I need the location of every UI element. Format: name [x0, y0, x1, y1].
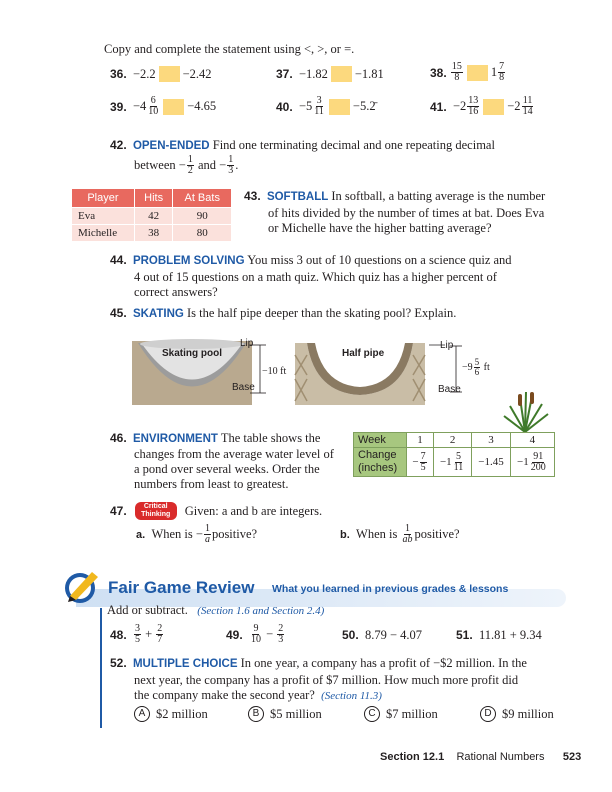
exercise-50: 50. 8.79 − 4.07: [342, 628, 422, 642]
col-header: Player: [72, 189, 134, 208]
col-header: Hits: [134, 189, 173, 208]
answer-box[interactable]: [331, 66, 352, 82]
exercise-41: 41. −2 $\frac{13}{16}$ −2 $\frac{11}{14}$: [430, 95, 533, 117]
halfpipe-depth: −9 $\frac{5}{6}$ ft: [462, 357, 490, 377]
fair-game-title: Fair Game Review: [108, 578, 255, 597]
answer-box[interactable]: [483, 99, 504, 115]
pool-lip: Lip: [240, 338, 254, 349]
fair-game-subtitle: What you learned in previous grades & lessons: [272, 583, 509, 595]
exercise-44: 44. PROBLEM SOLVING You miss 3 out of 10 questions on a science quiz and 4 out of 15 questions on a math quiz. Which quiz has a higher percent of correct answers?: [110, 253, 512, 299]
cattail-plant-image: [500, 390, 550, 432]
exercise-47: 47. Critical Thinking Given: a and b are integers.: [110, 503, 323, 518]
exercise-49: 49. $\frac{9}{10}$ − $\frac{2}{3}$: [226, 623, 284, 645]
batting-table: [72, 189, 232, 241]
answer-box[interactable]: [159, 66, 180, 82]
pool-label: Skating pool: [162, 348, 222, 359]
answer-box[interactable]: [467, 65, 488, 81]
exercise-38: 38. $\frac{15}{8}$ 1 $\frac{7}{8}$: [430, 61, 505, 83]
exercise-42: 42. OPEN-ENDED Find one terminating decimal and one repeating decimal between − $\frac{1}{2}$ and − $\frac{1}{3}$ .: [110, 138, 495, 176]
choice-c[interactable]: C $7 million: [364, 706, 438, 722]
choice-d[interactable]: D $9 million: [480, 706, 554, 722]
half-pipe-illustration: [285, 335, 445, 407]
water-level-table: Week 1 2 3 4 Change (inches) − $\frac{7}{5}$ −1 $\frac{5}{11}$ −1.45 −1 $\frac{91}{200}$: [353, 432, 555, 477]
exercise-36: 36. −2.2 −2.42: [110, 66, 212, 81]
fair-game-rule: [100, 608, 102, 728]
exercise-51: 51. 11.81 + 9.34: [456, 628, 542, 642]
pool-depth: −10 ft: [262, 366, 287, 377]
answer-box[interactable]: [329, 99, 350, 115]
table-row: Eva 42 90: [72, 208, 232, 225]
exercise-52: 52. MULTIPLE CHOICE In one year, a company has a profit of −$2 million. In the next year, the company has a profit of $7 million. How much more profit did the company make the second year? (Section 11.3): [110, 656, 527, 702]
choice-a[interactable]: A $2 million: [134, 706, 208, 722]
instruction: Copy and complete the statement using <, >, or =.: [104, 42, 355, 56]
exercise-47a: a. When is − $\frac{1}{a}$ positive?: [136, 523, 258, 545]
exercise-47b: b. When is $\frac{1}{ab}$ positive?: [340, 523, 460, 545]
exercise-43: 43. SOFTBALL In softball, a batting average is the number of hits divided by the number of times at bat. Does Eva or Michelle have the higher batting average?: [244, 189, 546, 235]
halfpipe-base: Base: [438, 384, 461, 395]
table-row: Michelle 38 80: [72, 225, 232, 242]
halfpipe-lip: Lip: [440, 340, 454, 351]
exercise-45: 45. SKATING Is the half pipe deeper than the skating pool? Explain.: [110, 306, 457, 320]
col-header: At Bats: [173, 189, 232, 208]
exercise-40: 40. −5 $\frac{3}{11}$ −5.2̄: [276, 95, 376, 117]
pencil-logo-icon: [62, 566, 106, 606]
answer-box[interactable]: [163, 99, 184, 115]
critical-thinking-badge: Critical Thinking: [135, 502, 177, 520]
exercise-48: 48. $\frac{3}{5}$ + $\frac{2}{7}$: [110, 623, 163, 645]
exercise-37: 37. −1.82 −1.81: [276, 66, 384, 81]
page-footer: Section 12.1 Rational Numbers 523: [380, 751, 582, 763]
halfpipe-label: Half pipe: [342, 348, 385, 359]
exercise-46: 46. ENVIRONMENT The table shows the changes from the average water level of a pond over several weeks. Order the numbers from least to greatest.: [110, 431, 334, 491]
pool-base: Base: [232, 382, 255, 393]
choice-b[interactable]: B $5 million: [248, 706, 322, 722]
add-subtract-instruction: Add or subtract. (Section 1.6 and Section 2.4): [107, 603, 325, 617]
exercise-39: 39. −4 $\frac{6}{10}$ −4.65: [110, 95, 217, 117]
